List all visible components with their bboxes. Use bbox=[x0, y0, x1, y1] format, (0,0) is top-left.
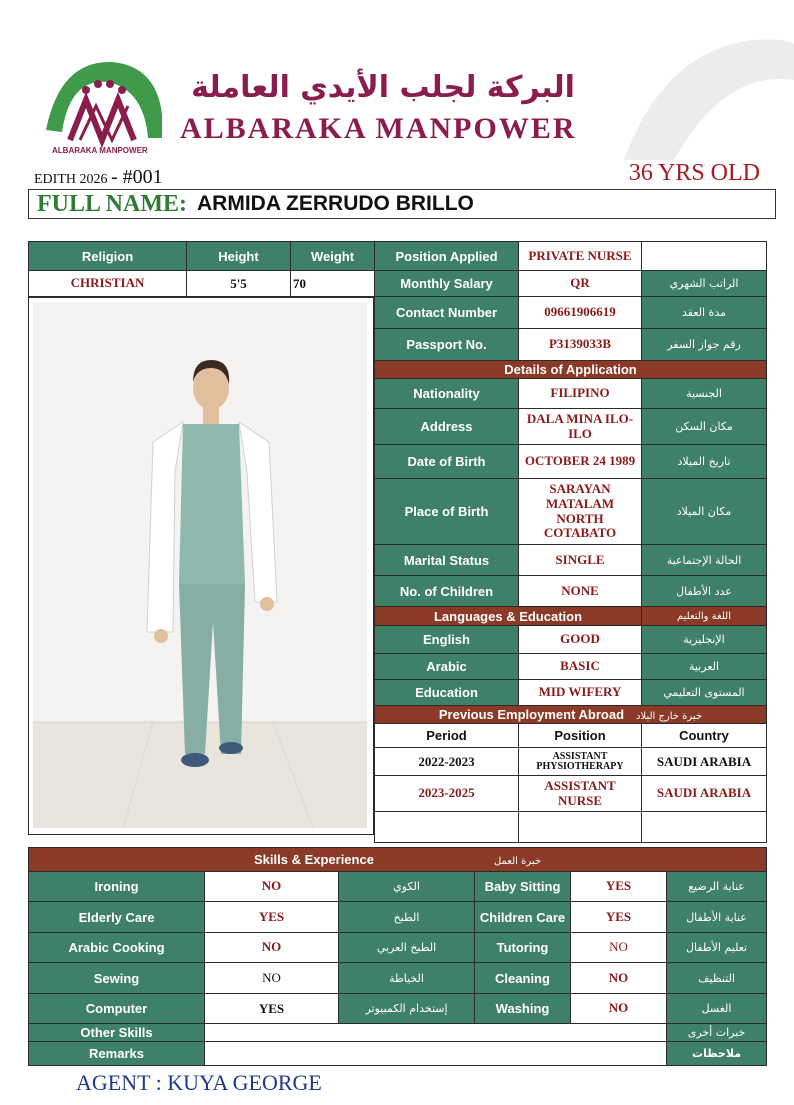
place-of-birth-label: Place of Birth bbox=[375, 479, 519, 545]
reference-code bbox=[34, 166, 163, 189]
skill-arabic: التنظيف bbox=[667, 963, 767, 994]
employment-empty-cell bbox=[642, 812, 767, 843]
skill-arabic: عناية الأطفال bbox=[667, 902, 767, 933]
skill-arabic: الطبخ العربي bbox=[339, 933, 475, 963]
skill-arabic: عناية الرضيع bbox=[667, 872, 767, 902]
religion-label: Religion bbox=[29, 242, 187, 271]
other-skills-arabic: خبرات أخرى bbox=[667, 1024, 767, 1042]
skill-value: YES bbox=[205, 994, 339, 1024]
address-value: DALA MINA ILO-ILO bbox=[519, 409, 642, 445]
full-name-value: ARMIDA ZERRUDO BRILLO bbox=[197, 192, 474, 215]
skill-value: YES bbox=[205, 902, 339, 933]
children-arabic: عدد الأطفال bbox=[642, 576, 767, 607]
nationality-label: Nationality bbox=[375, 379, 519, 409]
skill-label: Children Care bbox=[475, 902, 571, 933]
english-arabic: الإنجليزية bbox=[642, 626, 767, 654]
position-applied-value: PRIVATE NURSE bbox=[519, 242, 642, 271]
skill-value: NO bbox=[571, 963, 667, 994]
skill-label: Washing bbox=[475, 994, 571, 1024]
employment-heading-text: Previous Employment Abroad bbox=[438, 707, 625, 722]
skill-label: Cleaning bbox=[475, 963, 571, 994]
basic-info-table bbox=[28, 241, 375, 297]
applicant-photo-frame bbox=[28, 297, 374, 835]
brand-arabic-name: البركة لجلب الأيدي العاملة bbox=[191, 70, 575, 105]
arabic-arabic: العربية bbox=[642, 654, 767, 680]
country-header: Country bbox=[642, 724, 767, 748]
height-label: Height bbox=[187, 242, 291, 271]
skill-arabic: الطبخ bbox=[339, 902, 475, 933]
religion-value: CHRISTIAN bbox=[29, 271, 187, 297]
remarks-value bbox=[205, 1042, 667, 1066]
nationality-arabic: الجنسية bbox=[642, 379, 767, 409]
employment-country: SAUDI ARABIA bbox=[642, 748, 767, 776]
details-heading: Details of Application bbox=[375, 361, 767, 379]
skill-value: YES bbox=[571, 872, 667, 902]
skills-heading bbox=[29, 848, 767, 872]
agent-name: AGENT : KUYA GEORGE bbox=[76, 1070, 322, 1095]
monthly-salary-label: Monthly Salary bbox=[375, 271, 519, 297]
albaraka-logo bbox=[40, 52, 166, 154]
skill-label: Baby Sitting bbox=[475, 872, 571, 902]
skill-value: NO bbox=[205, 933, 339, 963]
age-label: 36 YRS OLD bbox=[628, 160, 760, 186]
skill-label: Arabic Cooking bbox=[29, 933, 205, 963]
skill-value: NO bbox=[205, 963, 339, 994]
monthly-salary-value: QR bbox=[519, 271, 642, 297]
decorative-watermark bbox=[604, 20, 794, 160]
skill-arabic: تعليم الأطفال bbox=[667, 933, 767, 963]
employment-country: SAUDI ARABIA bbox=[642, 776, 767, 812]
remarks-arabic: ملاحظات bbox=[667, 1042, 767, 1066]
skill-value: YES bbox=[571, 902, 667, 933]
details-table bbox=[374, 241, 767, 843]
address-arabic: مكان السكن bbox=[642, 409, 767, 445]
children-label: No. of Children bbox=[375, 576, 519, 607]
marital-status-label: Marital Status bbox=[375, 545, 519, 576]
skills-table bbox=[28, 847, 767, 1066]
marital-status-value: SINGLE bbox=[519, 545, 642, 576]
children-value: NONE bbox=[519, 576, 642, 607]
date-of-birth-label: Date of Birth bbox=[375, 445, 519, 479]
place-of-birth-value: SARAYAN MATALAM NORTH COTABATO bbox=[519, 479, 642, 545]
position-applied-blank bbox=[642, 242, 767, 271]
english-value: GOOD bbox=[519, 626, 642, 654]
employment-empty-cell bbox=[375, 812, 519, 843]
skill-value: NO bbox=[571, 933, 667, 963]
place-of-birth-arabic: مكان الميلاد bbox=[642, 479, 767, 545]
applicant-photo bbox=[33, 302, 367, 828]
employment-period: 2022-2023 bbox=[375, 748, 519, 776]
languages-heading-arabic: اللغة والتعليم bbox=[642, 607, 767, 626]
skill-arabic: إستخدام الكمبيوتر bbox=[339, 994, 475, 1024]
employment-position: ASSISTANT PHYSIOTHERAPY bbox=[519, 748, 642, 776]
date-of-birth-value: OCTOBER 24 1989 bbox=[519, 445, 642, 479]
contact-number-arabic: مدة العقد bbox=[642, 297, 767, 329]
skill-value: NO bbox=[205, 872, 339, 902]
education-label: Education bbox=[375, 680, 519, 706]
position-applied-label: Position Applied bbox=[375, 242, 519, 271]
skill-arabic: الخياطة bbox=[339, 963, 475, 994]
other-skills-value bbox=[205, 1024, 667, 1042]
skills-heading-arabic: خبرة العمل bbox=[493, 856, 542, 867]
address-label: Address bbox=[375, 409, 519, 445]
period-header: Period bbox=[375, 724, 519, 748]
contact-number-value: 09661906619 bbox=[519, 297, 642, 329]
weight-label: Weight bbox=[291, 242, 375, 271]
skills-heading-text: Skills & Experience bbox=[253, 852, 374, 867]
skill-arabic: الكوي bbox=[339, 872, 475, 902]
skill-value: NO bbox=[571, 994, 667, 1024]
skill-label: Sewing bbox=[29, 963, 205, 994]
full-name-label: FULL NAME: bbox=[37, 190, 187, 217]
reference-prefix: EDITH 2026 bbox=[34, 172, 108, 187]
nationality-value: FILIPINO bbox=[519, 379, 642, 409]
employment-empty-cell bbox=[519, 812, 642, 843]
skill-label: Ironing bbox=[29, 872, 205, 902]
logo-caption: ALBARAKA MANPOWER bbox=[52, 146, 148, 155]
remarks-label: Remarks bbox=[29, 1042, 205, 1066]
brand-english-name: ALBARAKA MANPOWER bbox=[180, 112, 577, 145]
english-label: English bbox=[375, 626, 519, 654]
arabic-value: BASIC bbox=[519, 654, 642, 680]
passport-number-value: P3139033B bbox=[519, 329, 642, 361]
languages-heading: Languages & Education bbox=[375, 607, 642, 626]
passport-number-arabic: رقم جواز السفر bbox=[642, 329, 767, 361]
reference-number: - #001 bbox=[111, 166, 163, 188]
skill-label: Elderly Care bbox=[29, 902, 205, 933]
date-of-birth-arabic: تاريخ الميلاد bbox=[642, 445, 767, 479]
full-name-box bbox=[28, 189, 776, 219]
monthly-salary-arabic: الراتب الشهري bbox=[642, 271, 767, 297]
employment-heading-arabic: خبرة خارج البلاد bbox=[636, 711, 703, 722]
contact-number-label: Contact Number bbox=[375, 297, 519, 329]
skill-label: Tutoring bbox=[475, 933, 571, 963]
education-arabic: المستوى التعليمي bbox=[642, 680, 767, 706]
skill-label: Computer bbox=[29, 994, 205, 1024]
marital-status-arabic: الحالة الإجتماعية bbox=[642, 545, 767, 576]
weight-value: 70 bbox=[291, 271, 375, 297]
education-value: MID WIFERY bbox=[519, 680, 642, 706]
skill-arabic: الغسل bbox=[667, 994, 767, 1024]
other-skills-label: Other Skills bbox=[29, 1024, 205, 1042]
arabic-label: Arabic bbox=[375, 654, 519, 680]
employment-position: ASSISTANT NURSE bbox=[519, 776, 642, 812]
height-value: 5'5 bbox=[187, 271, 291, 297]
employment-period: 2023-2025 bbox=[375, 776, 519, 812]
position-header: Position bbox=[519, 724, 642, 748]
employment-heading bbox=[375, 706, 767, 724]
passport-number-label: Passport No. bbox=[375, 329, 519, 361]
